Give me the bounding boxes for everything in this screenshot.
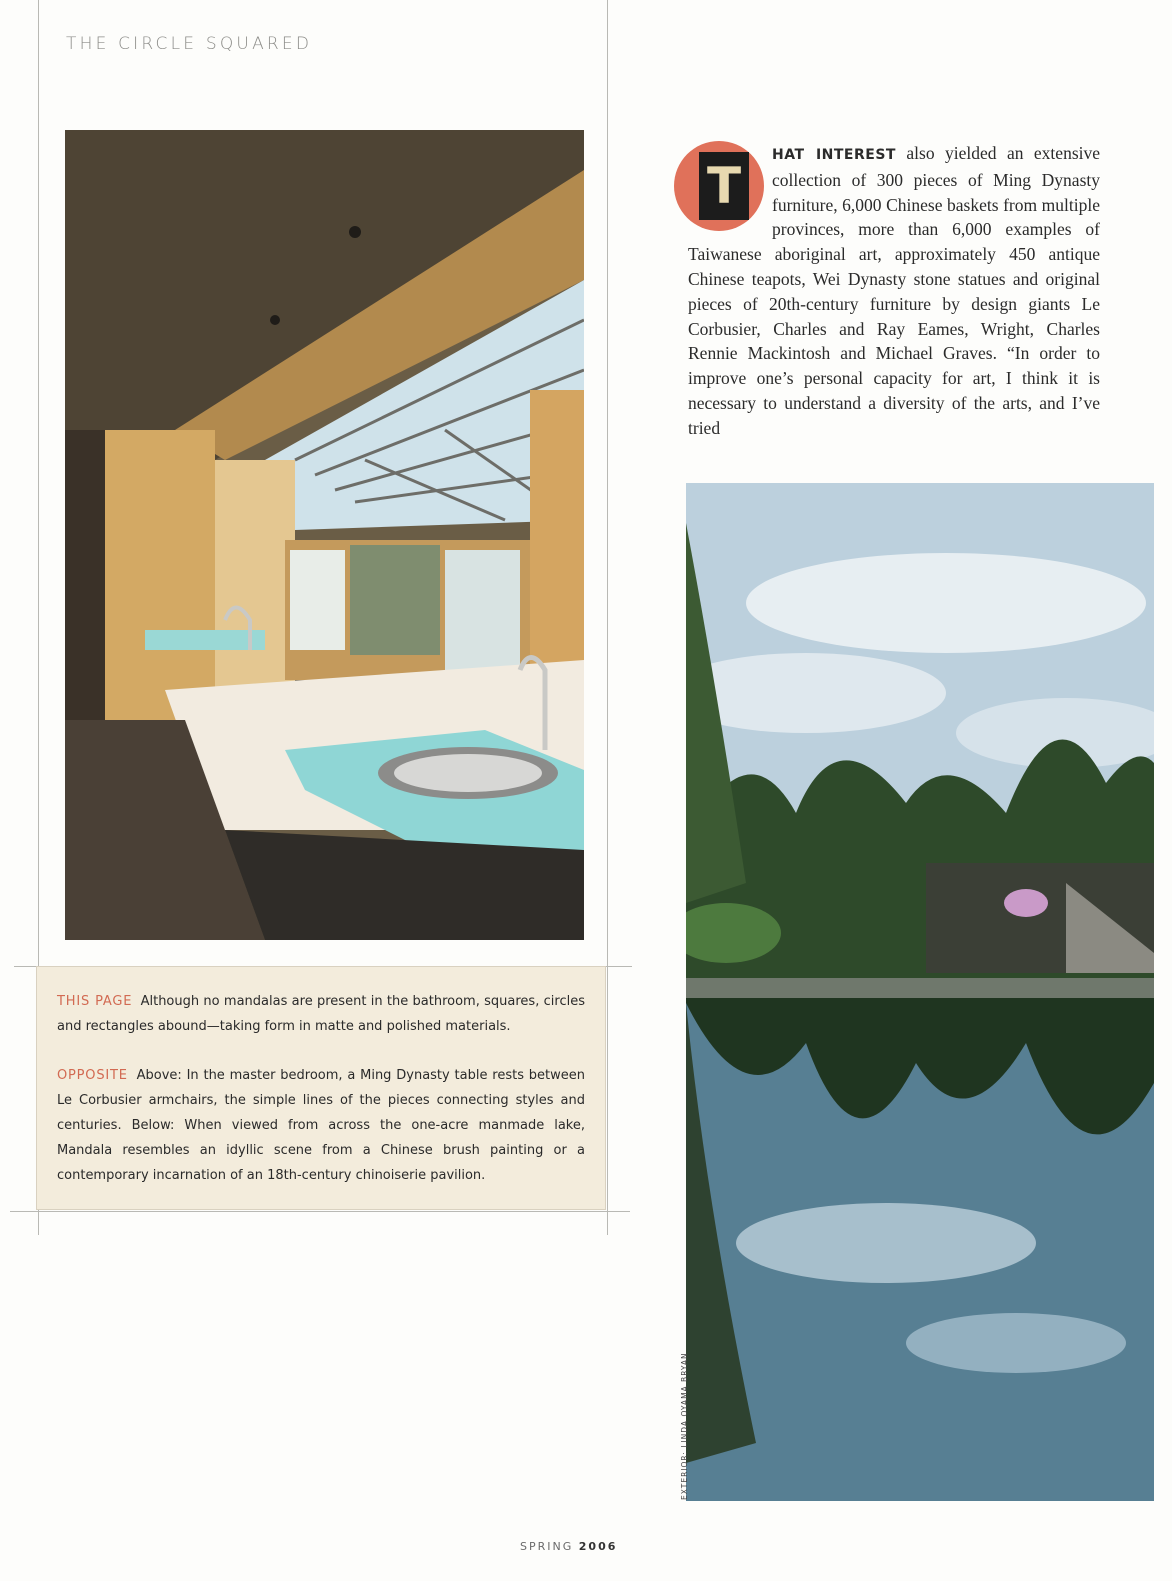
footer-season: SPRING	[520, 1540, 574, 1553]
caption-box	[36, 966, 606, 1210]
footer-year: 2006	[578, 1540, 618, 1553]
opposite-text: Above: In the master bedroom, a Ming Dynasty table rests between Le Corbusier armchairs, the simple lines of the pieces connecting styles and centuries. Below: When viewed from across the one-acre manmade lake, Mandala resembles an idyllic scene from a Chinese brush painting or a contemporary incarnation of an 18th-century chinoiserie pavilion.	[57, 1068, 585, 1183]
photo-credit: EXTERIOR: LINDA OYAMA BRYAN	[680, 1352, 689, 1500]
page-footer	[520, 1540, 617, 1553]
section-title: THE CIRCLE SQUARED	[66, 34, 313, 54]
this-page-text: Although no mandalas are present in the bathroom, squares, circles and rectangles abound—taking form in matte and polished materials.	[57, 994, 585, 1034]
bathroom-photo	[65, 130, 584, 940]
article-body	[688, 141, 1100, 441]
caption-bottom-rule	[10, 1211, 630, 1212]
article-lead-in: HAT INTEREST	[772, 147, 896, 163]
opposite-label: OPPOSITE	[57, 1068, 128, 1083]
this-page-caption	[57, 989, 585, 1039]
opposite-caption	[57, 1063, 585, 1188]
lake-photo	[686, 483, 1154, 1501]
this-page-label: THIS PAGE	[57, 994, 133, 1009]
article-text: also yielded an extensive collection of 300 pieces of Ming Dynasty furniture, 6,000 Chinese baskets from multiple provinces, more than 6,000 examples of Taiwanese aboriginal art, approximately 450 antique Chinese teapots, Wei Dynasty stone statues and original pieces of 20th-century furniture by design giants Le Corbusier, Charles and Ray Eames, Wright, Charles Rennie Mackintosh and Michael Graves. “In order to improve one’s personal capacity for art, I think it is necessary to understand a diversity of the arts, and I’ve tried	[688, 143, 1101, 438]
drop-cap	[674, 141, 764, 231]
right-frame-rule	[607, 0, 608, 1235]
drop-cap-letter: T	[699, 152, 749, 220]
